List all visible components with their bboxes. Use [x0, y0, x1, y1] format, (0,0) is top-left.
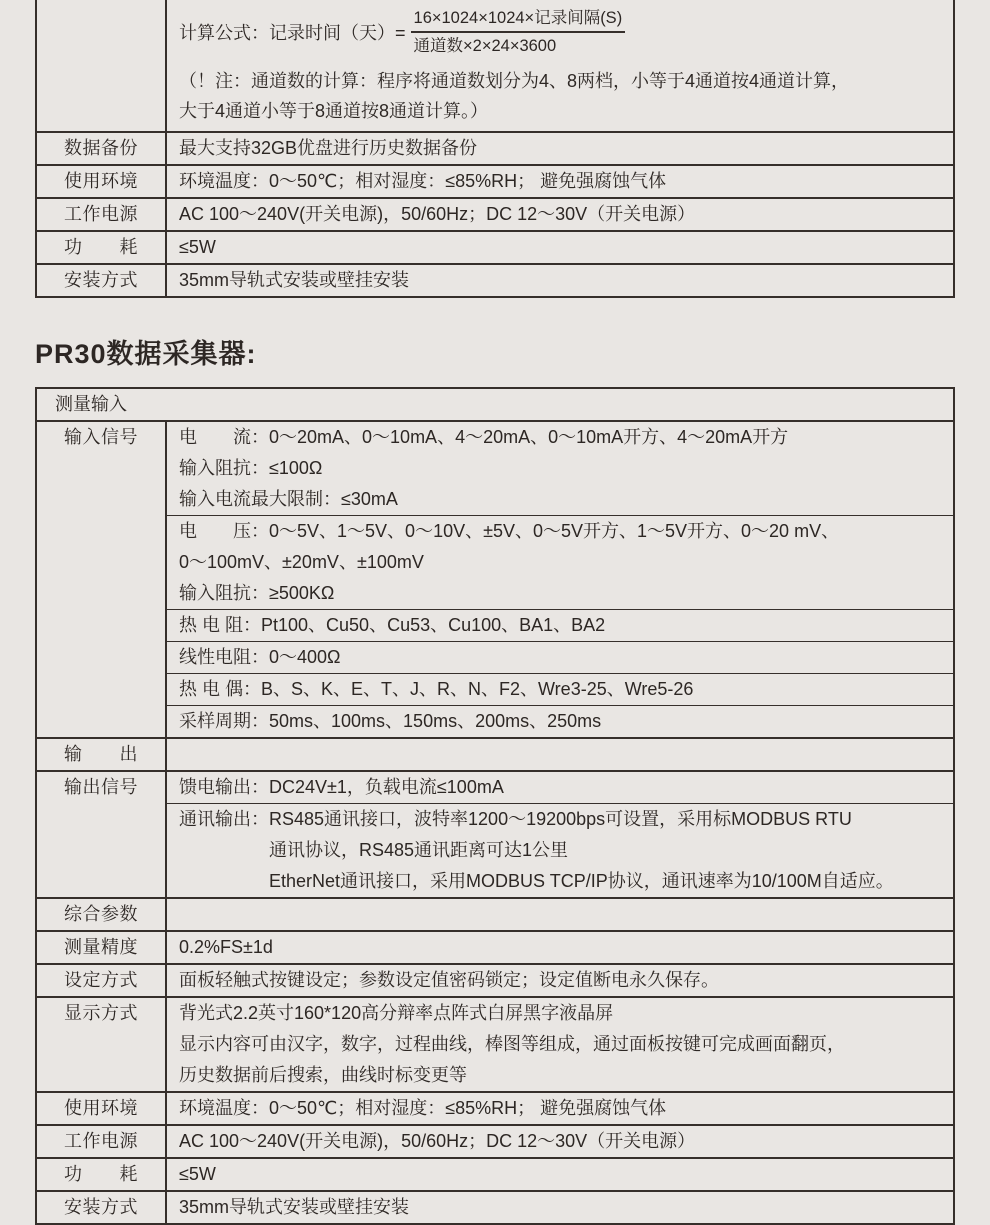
table-row-record-time-formula: [37, 0, 953, 131]
spec-line: 热 电 阻：Pt100、Cu50、Cu53、Cu100、BA1、BA2: [179, 615, 606, 635]
table-row-power-consumption: [37, 230, 953, 263]
row-label: 工作电源: [37, 1126, 167, 1157]
subcell-rtd: [167, 609, 953, 641]
row-value: AC 100～240V(开关电源)，50/60Hz；DC 12～30V（开关电源）: [179, 1131, 696, 1151]
table-row-environment: [37, 164, 953, 197]
row-label: 输 出: [37, 739, 167, 770]
table-row-input-signal: [37, 420, 953, 737]
formula-note: [179, 66, 941, 126]
table-row-setting-method: [37, 963, 953, 996]
row-label: 数据备份: [37, 133, 167, 164]
row-value: ≤5W: [179, 237, 216, 257]
spec-line: 历史数据前后搜索，曲线时标变更等: [179, 1065, 467, 1085]
table-row-power-consumption: [37, 1157, 953, 1190]
row-label: 工作电源: [37, 199, 167, 230]
row-label: 测量精度: [37, 932, 167, 963]
row-value-multiline: [167, 998, 953, 1091]
table-row-environment: [37, 1091, 953, 1124]
formula-note-line-2: 大于4通道小等于8通道按8通道计算。）: [179, 101, 489, 121]
spec-line: EtherNet通讯接口，采用MODBUS TCP/IP协议，通讯速率为10/100M自适应。: [179, 871, 894, 891]
row-value: ≤5W: [179, 1164, 216, 1184]
subcell-thermocouple: [167, 673, 953, 705]
spec-line: 通讯协议，RS485通讯距离可达1公里: [179, 840, 569, 860]
spec-line: 输入阻抗：≤100Ω: [179, 458, 323, 478]
spec-line: 采样周期：50ms、100ms、150ms、200ms、250ms: [179, 711, 602, 731]
subcell-voltage: [167, 515, 953, 609]
row-value-empty: [167, 899, 953, 930]
table-row-power-supply: [37, 1124, 953, 1157]
spec-line: 电 流：0～20mA、0～10mA、4～20mA、0～10mA开方、4～20mA开方: [179, 427, 789, 447]
spec-line: 热 电 偶：B、S、K、E、T、J、R、N、F2、Wre3-25、Wre5-26: [179, 679, 694, 699]
row-value: AC 100～240V(开关电源)，50/60Hz；DC 12～30V（开关电源）: [179, 204, 696, 224]
spec-line: 输入电流最大限制：≤30mA: [179, 489, 398, 509]
table-row-general-params-header: [37, 897, 953, 930]
row-label: 显示方式: [37, 998, 167, 1091]
row-value: 35mm导轨式安装或壁挂安装: [179, 1197, 410, 1217]
row-value: 面板轻触式按键设定；参数设定值密码锁定；设定值断电永久保存。: [179, 970, 719, 990]
row-label: 综合参数: [37, 899, 167, 930]
spec-table-top: [35, 0, 955, 298]
spec-line: 显示内容可由汉字，数字，过程曲线，棒图等组成，通过面板按键可完成画面翻页，: [179, 1034, 845, 1054]
input-signal-subcells: [167, 422, 953, 737]
spec-line: 背光式2.2英寸160*120高分辩率点阵式白屏黑字液晶屏: [179, 1003, 614, 1023]
table-row-display-mode: [37, 996, 953, 1091]
row-label: 安装方式: [37, 265, 167, 296]
row-label: 使用环境: [37, 1093, 167, 1124]
table-row-mounting: [37, 263, 953, 296]
row-label: 使用环境: [37, 166, 167, 197]
spec-line: 馈电输出：DC24V±1，负载电流≤100mA: [179, 777, 504, 797]
row-label: 输出信号: [37, 772, 167, 897]
formula-fraction: [411, 9, 626, 56]
output-signal-subcells: [167, 772, 953, 897]
row-label: 安装方式: [37, 1192, 167, 1223]
subcell-feed-output: [167, 772, 953, 803]
row-label: 功 耗: [37, 232, 167, 263]
formula-prefix: 计算公式：记录时间（天）=: [179, 22, 406, 43]
row-value-formula: [167, 0, 953, 131]
row-value: 0.2%FS±1d: [179, 937, 273, 957]
row-value: 最大支持32GB优盘进行历史数据备份: [179, 138, 478, 158]
subcell-sampling-period: [167, 705, 953, 737]
row-value-empty: [167, 739, 953, 770]
table-row-output-signal: [37, 770, 953, 897]
formula-note-line-1: （！注：通道数的计算：程序将通道数划分为4、8两档，小等于4通道按4通道计算，: [179, 71, 850, 91]
row-value: 环境温度：0～50℃；相对湿度：≤85%RH； 避免强腐蚀气体: [179, 171, 667, 191]
row-value: 35mm导轨式安装或壁挂安装: [179, 270, 410, 290]
formula-denominator: 通道数×2×24×3600: [413, 37, 557, 55]
table-section-header: 测量输入: [55, 394, 127, 414]
subcell-linear-resistance: [167, 641, 953, 673]
table-row-output-header: [37, 737, 953, 770]
spec-line: 通讯输出：RS485通讯接口，波特率1200～19200bps可设置，采用标MODBUS RTU: [179, 809, 852, 829]
row-label: 输入信号: [37, 422, 167, 737]
spec-line: 0～100mV、±20mV、±100mV: [179, 552, 424, 572]
section-title: PR30数据采集器:: [35, 339, 257, 369]
spec-line: 线性电阻：0～400Ω: [179, 647, 341, 667]
row-value: 环境温度：0～50℃；相对湿度：≤85%RH； 避免强腐蚀气体: [179, 1098, 667, 1118]
record-time-formula: [179, 9, 941, 56]
subcell-comm-output: [167, 803, 953, 897]
table-row-accuracy: [37, 930, 953, 963]
table-row-mounting: [37, 1190, 953, 1223]
formula-numerator: 16×1024×1024×记录间隔(S): [411, 9, 626, 33]
row-label: 设定方式: [37, 965, 167, 996]
table-row-data-backup: [37, 131, 953, 164]
spec-line: 输入阻抗：≥500KΩ: [179, 583, 335, 603]
spec-table-pr30: [35, 387, 955, 1225]
row-label-empty: [37, 0, 167, 131]
subcell-current: [167, 422, 953, 515]
row-label: 功 耗: [37, 1159, 167, 1190]
table-row-measure-input-header: [37, 389, 953, 420]
table-row-power-supply: [37, 197, 953, 230]
spec-line: 电 压：0～5V、1～5V、0～10V、±5V、0～5V开方、1～5V开方、0～20 mV、: [179, 521, 840, 541]
